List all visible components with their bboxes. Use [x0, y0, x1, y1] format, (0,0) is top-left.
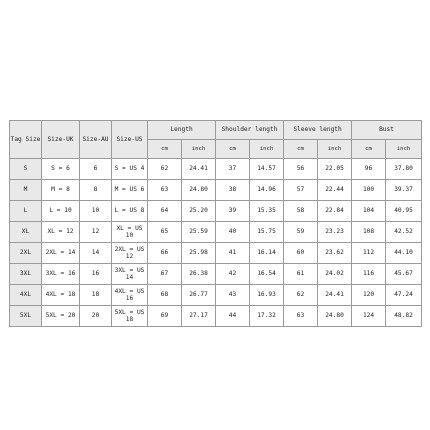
length-inch-header: inch: [182, 140, 216, 159]
bust-cm-cell: 112: [352, 243, 386, 264]
sleeve-cm-cell: 59: [284, 222, 318, 243]
shoulder-inch-header: inch: [250, 140, 284, 159]
length-inch-cell: 24.80: [182, 180, 216, 201]
tag-size-cell: M: [10, 180, 42, 201]
length-inch-cell: 27.17: [182, 306, 216, 327]
bust-cm-cell: 96: [352, 159, 386, 180]
size-au-header: Size-AU: [80, 121, 112, 159]
sleeve-inch-cell: 22.44: [318, 180, 352, 201]
shoulder-length-header: Shoulder length: [216, 121, 284, 140]
tag-size-cell: 5XL: [10, 306, 42, 327]
bust-cm-cell: 120: [352, 285, 386, 306]
size-us-cell: 3XL = US 14: [112, 264, 148, 285]
sleeve-cm-cell: 63: [284, 306, 318, 327]
size-chart-table: [9, 120, 422, 327]
bust-inch-header: inch: [386, 140, 422, 159]
length-cm-header: cm: [148, 140, 182, 159]
bust-cm-cell: 108: [352, 222, 386, 243]
sleeve-length-header: Sleeve length: [284, 121, 352, 140]
size-uk-cell: L = 10: [42, 201, 80, 222]
size-us-cell: S = US 4: [112, 159, 148, 180]
size-us-cell: L = US 8: [112, 201, 148, 222]
bust-inch-cell: 39.37: [386, 180, 422, 201]
bust-inch-cell: 47.24: [386, 285, 422, 306]
sleeve-inch-cell: 23.62: [318, 243, 352, 264]
shoulder-inch-cell: 16.14: [250, 243, 284, 264]
length-cm-cell: 68: [148, 285, 182, 306]
length-inch-cell: 25.20: [182, 201, 216, 222]
length-header: Length: [148, 121, 216, 140]
size-us-cell: M = US 6: [112, 180, 148, 201]
shoulder-cm-cell: 40: [216, 222, 250, 243]
size-uk-cell: M = 8: [42, 180, 80, 201]
size-us-cell: 2XL = US 12: [112, 243, 148, 264]
size-us-cell: XL = US 10: [112, 222, 148, 243]
sleeve-cm-cell: 58: [284, 201, 318, 222]
size-uk-cell: 4XL = 18: [42, 285, 80, 306]
size-au-cell: 20: [80, 306, 112, 327]
size-au-cell: 10: [80, 201, 112, 222]
bust-cm-cell: 124: [352, 306, 386, 327]
length-inch-cell: 25.59: [182, 222, 216, 243]
shoulder-inch-cell: 15.75: [250, 222, 284, 243]
bust-header: Bust: [352, 121, 422, 140]
sleeve-inch-cell: 23.23: [318, 222, 352, 243]
shoulder-cm-cell: 42: [216, 264, 250, 285]
length-cm-cell: 63: [148, 180, 182, 201]
size-au-cell: 14: [80, 243, 112, 264]
header-row: [10, 121, 422, 140]
length-inch-cell: 25.98: [182, 243, 216, 264]
bust-cm-cell: 100: [352, 180, 386, 201]
table-row: [10, 222, 422, 243]
sleeve-inch-cell: 24.80: [318, 306, 352, 327]
shoulder-cm-cell: 44: [216, 306, 250, 327]
size-uk-header: Size-UK: [42, 121, 80, 159]
tag-size-cell: 3XL: [10, 264, 42, 285]
size-au-cell: 6: [80, 159, 112, 180]
shoulder-inch-cell: 17.32: [250, 306, 284, 327]
sleeve-inch-cell: 22.84: [318, 201, 352, 222]
shoulder-cm-cell: 37: [216, 159, 250, 180]
shoulder-inch-cell: 16.93: [250, 285, 284, 306]
shoulder-cm-cell: 43: [216, 285, 250, 306]
tag-size-cell: 4XL: [10, 285, 42, 306]
bust-cm-header: cm: [352, 140, 386, 159]
size-uk-cell: 3XL = 16: [42, 264, 80, 285]
table-row: [10, 264, 422, 285]
table-row: [10, 159, 422, 180]
length-cm-cell: 67: [148, 264, 182, 285]
size-uk-cell: 2XL = 14: [42, 243, 80, 264]
size-us-cell: 4XL = US 16: [112, 285, 148, 306]
size-au-cell: 16: [80, 264, 112, 285]
sleeve-cm-header: cm: [284, 140, 318, 159]
length-cm-cell: 62: [148, 159, 182, 180]
bust-inch-cell: 44.10: [386, 243, 422, 264]
size-au-cell: 12: [80, 222, 112, 243]
size-uk-cell: XL = 12: [42, 222, 80, 243]
shoulder-inch-cell: 16.54: [250, 264, 284, 285]
length-cm-cell: 65: [148, 222, 182, 243]
size-uk-cell: S = 6: [42, 159, 80, 180]
sleeve-inch-cell: 24.02: [318, 264, 352, 285]
bust-inch-cell: 37.80: [386, 159, 422, 180]
size-us-cell: 5XL = US 18: [112, 306, 148, 327]
bust-cm-cell: 104: [352, 201, 386, 222]
length-inch-cell: 26.77: [182, 285, 216, 306]
tag-size-cell: 2XL: [10, 243, 42, 264]
shoulder-cm-cell: 41: [216, 243, 250, 264]
shoulder-inch-cell: 15.35: [250, 201, 284, 222]
length-cm-cell: 64: [148, 201, 182, 222]
length-cm-cell: 69: [148, 306, 182, 327]
sleeve-inch-cell: 24.41: [318, 285, 352, 306]
bust-inch-cell: 48.82: [386, 306, 422, 327]
bust-cm-cell: 116: [352, 264, 386, 285]
shoulder-cm-cell: 39: [216, 201, 250, 222]
sleeve-inch-header: inch: [318, 140, 352, 159]
length-inch-cell: 26.38: [182, 264, 216, 285]
shoulder-inch-cell: 14.96: [250, 180, 284, 201]
sleeve-cm-cell: 61: [284, 264, 318, 285]
size-au-cell: 8: [80, 180, 112, 201]
size-us-header: Size-US: [112, 121, 148, 159]
length-inch-cell: 24.41: [182, 159, 216, 180]
bust-inch-cell: 42.52: [386, 222, 422, 243]
sleeve-cm-cell: 56: [284, 159, 318, 180]
tag-size-header: Tag Size: [10, 121, 42, 159]
length-cm-cell: 66: [148, 243, 182, 264]
sleeve-inch-cell: 22.05: [318, 159, 352, 180]
sleeve-cm-cell: 60: [284, 243, 318, 264]
tag-size-cell: L: [10, 201, 42, 222]
sleeve-cm-cell: 57: [284, 180, 318, 201]
bust-inch-cell: 45.67: [386, 264, 422, 285]
bust-inch-cell: 40.95: [386, 201, 422, 222]
shoulder-cm-cell: 38: [216, 180, 250, 201]
table-row: [10, 285, 422, 306]
table-row: [10, 180, 422, 201]
size-au-cell: 18: [80, 285, 112, 306]
size-uk-cell: 5XL = 20: [42, 306, 80, 327]
table-row: [10, 243, 422, 264]
table-row: [10, 306, 422, 327]
shoulder-inch-cell: 14.57: [250, 159, 284, 180]
tag-size-cell: XL: [10, 222, 42, 243]
shoulder-cm-header: cm: [216, 140, 250, 159]
sleeve-cm-cell: 62: [284, 285, 318, 306]
tag-size-cell: S: [10, 159, 42, 180]
table-row: [10, 201, 422, 222]
